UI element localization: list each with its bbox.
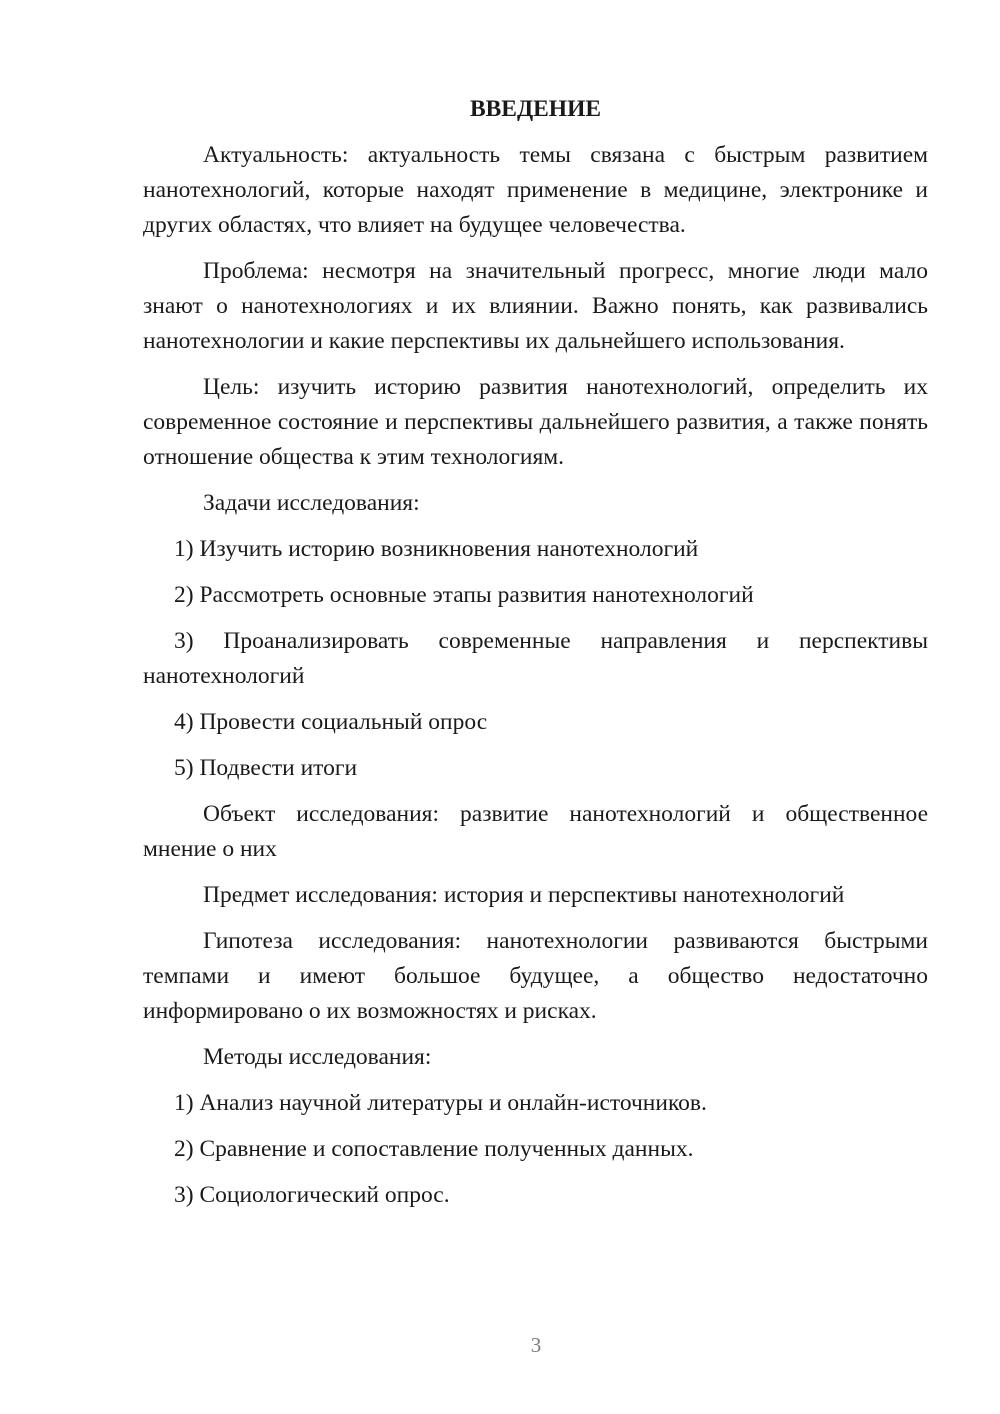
methods-heading: Методы исследования: — [203, 1044, 432, 1070]
tasks-heading: Задачи исследования: — [203, 490, 420, 516]
relevance-paragraph: Актуальность: актуальность темы связана с быстрым развитием нанотехнологий, которые находят применение в медицине, электронике и других областях, что влияет на будущее человечества. — [143, 142, 928, 238]
goal-paragraph: Цель: изучить историю развития нанотехнологий, определить их современное состояние и перспективы дальнейшего развития, а также понять отношение общества к этим технологиям. — [143, 374, 928, 470]
document-body — [143, 92, 928, 1224]
subject-paragraph: Предмет исследования: история и перспективы нанотехнологий — [203, 882, 845, 908]
task-item-4: 4) Провести социальный опрос — [174, 709, 488, 735]
method-item-1: 1) Анализ научной литературы и онлайн-источников. — [174, 1090, 707, 1116]
task-item-2: 2) Рассмотреть основные этапы развития нанотехнологий — [174, 582, 754, 608]
page-number: 3 — [530, 1333, 542, 1357]
task-item-3: 3) Проанализировать современные направления и перспективы нанотехнологий — [143, 628, 928, 689]
method-item-3: 3) Социологический опрос. — [174, 1182, 450, 1208]
section-title: ВВЕДЕНИЕ — [469, 96, 602, 122]
problem-paragraph: Проблема: несмотря на значительный прогресс, многие люди мало знают о нанотехнологиях и их влиянии. Важно понять, как развивались нанотехнологии и какие перспективы их дальнейшего использования. — [143, 258, 928, 354]
object-paragraph: Объект исследования: развитие нанотехнологий и общественное мнение о них — [143, 801, 928, 862]
hypothesis-paragraph: Гипотеза исследования: нанотехнологии развиваются быстрыми темпами и имеют большое будущее, а общество недостаточно информировано о их возможностях и рисках. — [143, 928, 928, 1024]
task-item-1: 1) Изучить историю возникновения нанотехнологий — [174, 536, 699, 562]
method-item-2: 2) Сравнение и сопоставление полученных данных. — [174, 1136, 694, 1162]
task-item-5: 5) Подвести итоги — [174, 755, 358, 781]
